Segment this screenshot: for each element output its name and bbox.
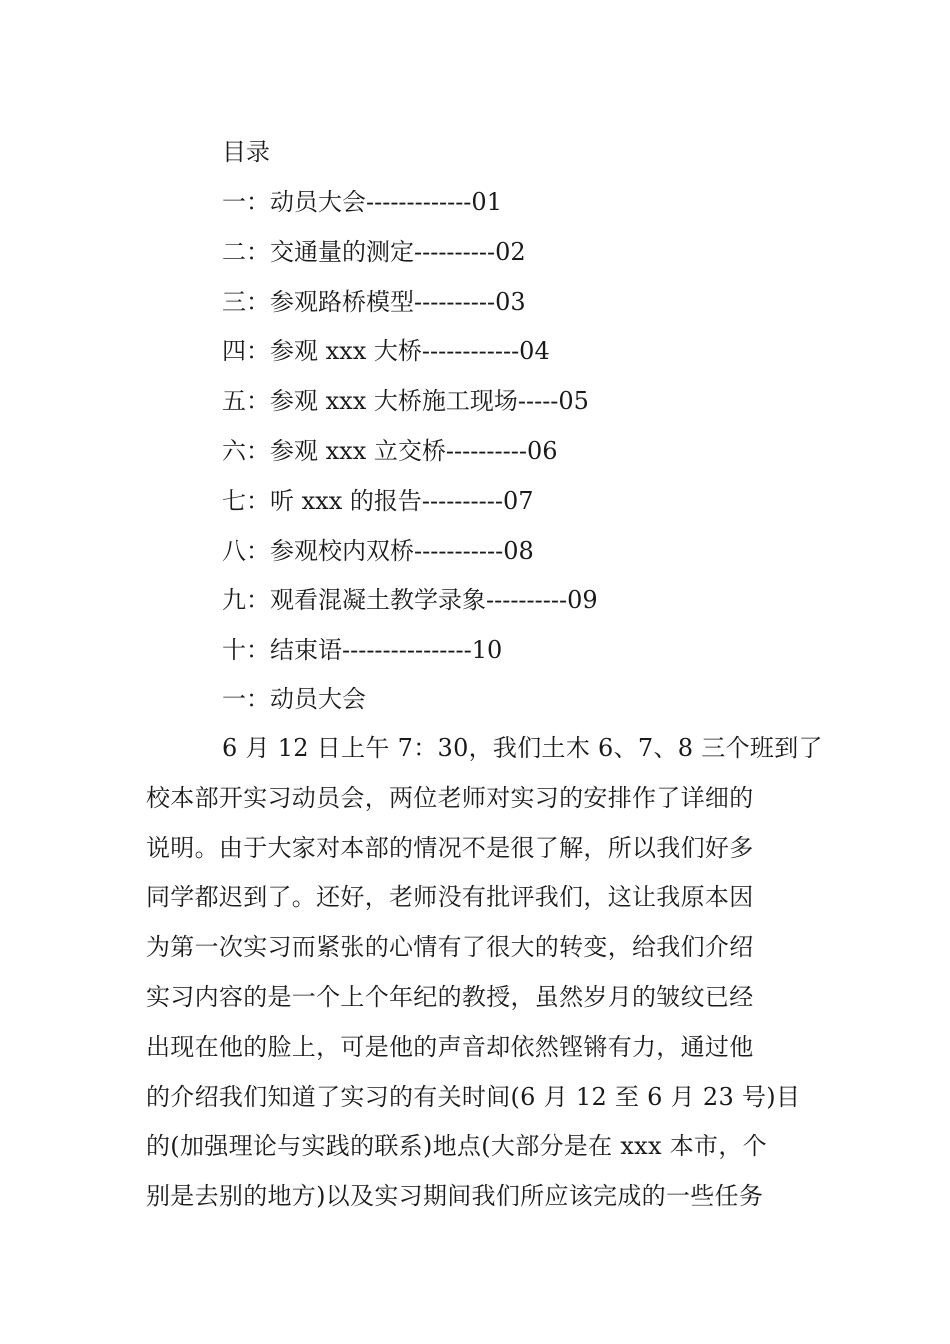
toc-item-3: 三：参观路桥模型----------03 (222, 287, 526, 316)
paragraph-line: 实习内容的是一个上个年纪的教授，虽然岁月的皱纹已经 (146, 982, 754, 1011)
toc-item-1: 一：动员大会-------------01 (222, 188, 502, 216)
toc-item-4: 四：参观 xxx 大桥------------04 (222, 337, 550, 366)
paragraph-line: 的介绍我们知道了实习的有关时间(6 月 12 至 6 月 23 号)目 (146, 1082, 801, 1111)
paragraph-line: 出现在他的脸上，可是他的声音却依然铿锵有力，通过他 (146, 1032, 754, 1061)
paragraph-line: 的(加强理论与实践的联系)地点(大部分是在 xxx 本市，个 (146, 1132, 767, 1161)
toc-item-7: 七：听 xxx 的报告----------07 (222, 486, 534, 515)
toc-item-10: 十：结束语----------------10 (222, 636, 503, 665)
toc-item-6: 六：参观 xxx 立交桥----------06 (222, 436, 558, 465)
body-paragraph (146, 728, 823, 1226)
paragraph-line: 同学都迟到了。还好，老师没有批评我们，这让我原本因 (146, 883, 754, 912)
section-heading: 一：动员大会 (222, 685, 366, 713)
toc-item-9: 九：观看混凝土教学录象----------09 (222, 586, 598, 615)
toc-item-8: 八：参观校内双桥-----------08 (222, 536, 534, 565)
toc-title: 目录 (222, 138, 270, 166)
paragraph-line: 说明。由于大家对本部的情况不是很了解，所以我们好多 (146, 833, 754, 862)
toc-item-5: 五：参观 xxx 大桥施工现场-----05 (222, 387, 589, 416)
table-of-contents (222, 184, 598, 682)
paragraph-line: 6 月 12 日上午 7：30，我们土木 6、7、8 三个班到了 (222, 734, 823, 762)
paragraph-line: 为第一次实习而紧张的心情有了很大的转变，给我们介绍 (146, 933, 754, 962)
toc-item-2: 二：交通量的测定----------02 (222, 237, 526, 266)
paragraph-line: 校本部开实习动员会，两位老师对实习的安排作了详细的 (146, 783, 754, 812)
paragraph-line: 别是去别的地方)以及实习期间我们所应该完成的一些任务 (146, 1182, 764, 1211)
